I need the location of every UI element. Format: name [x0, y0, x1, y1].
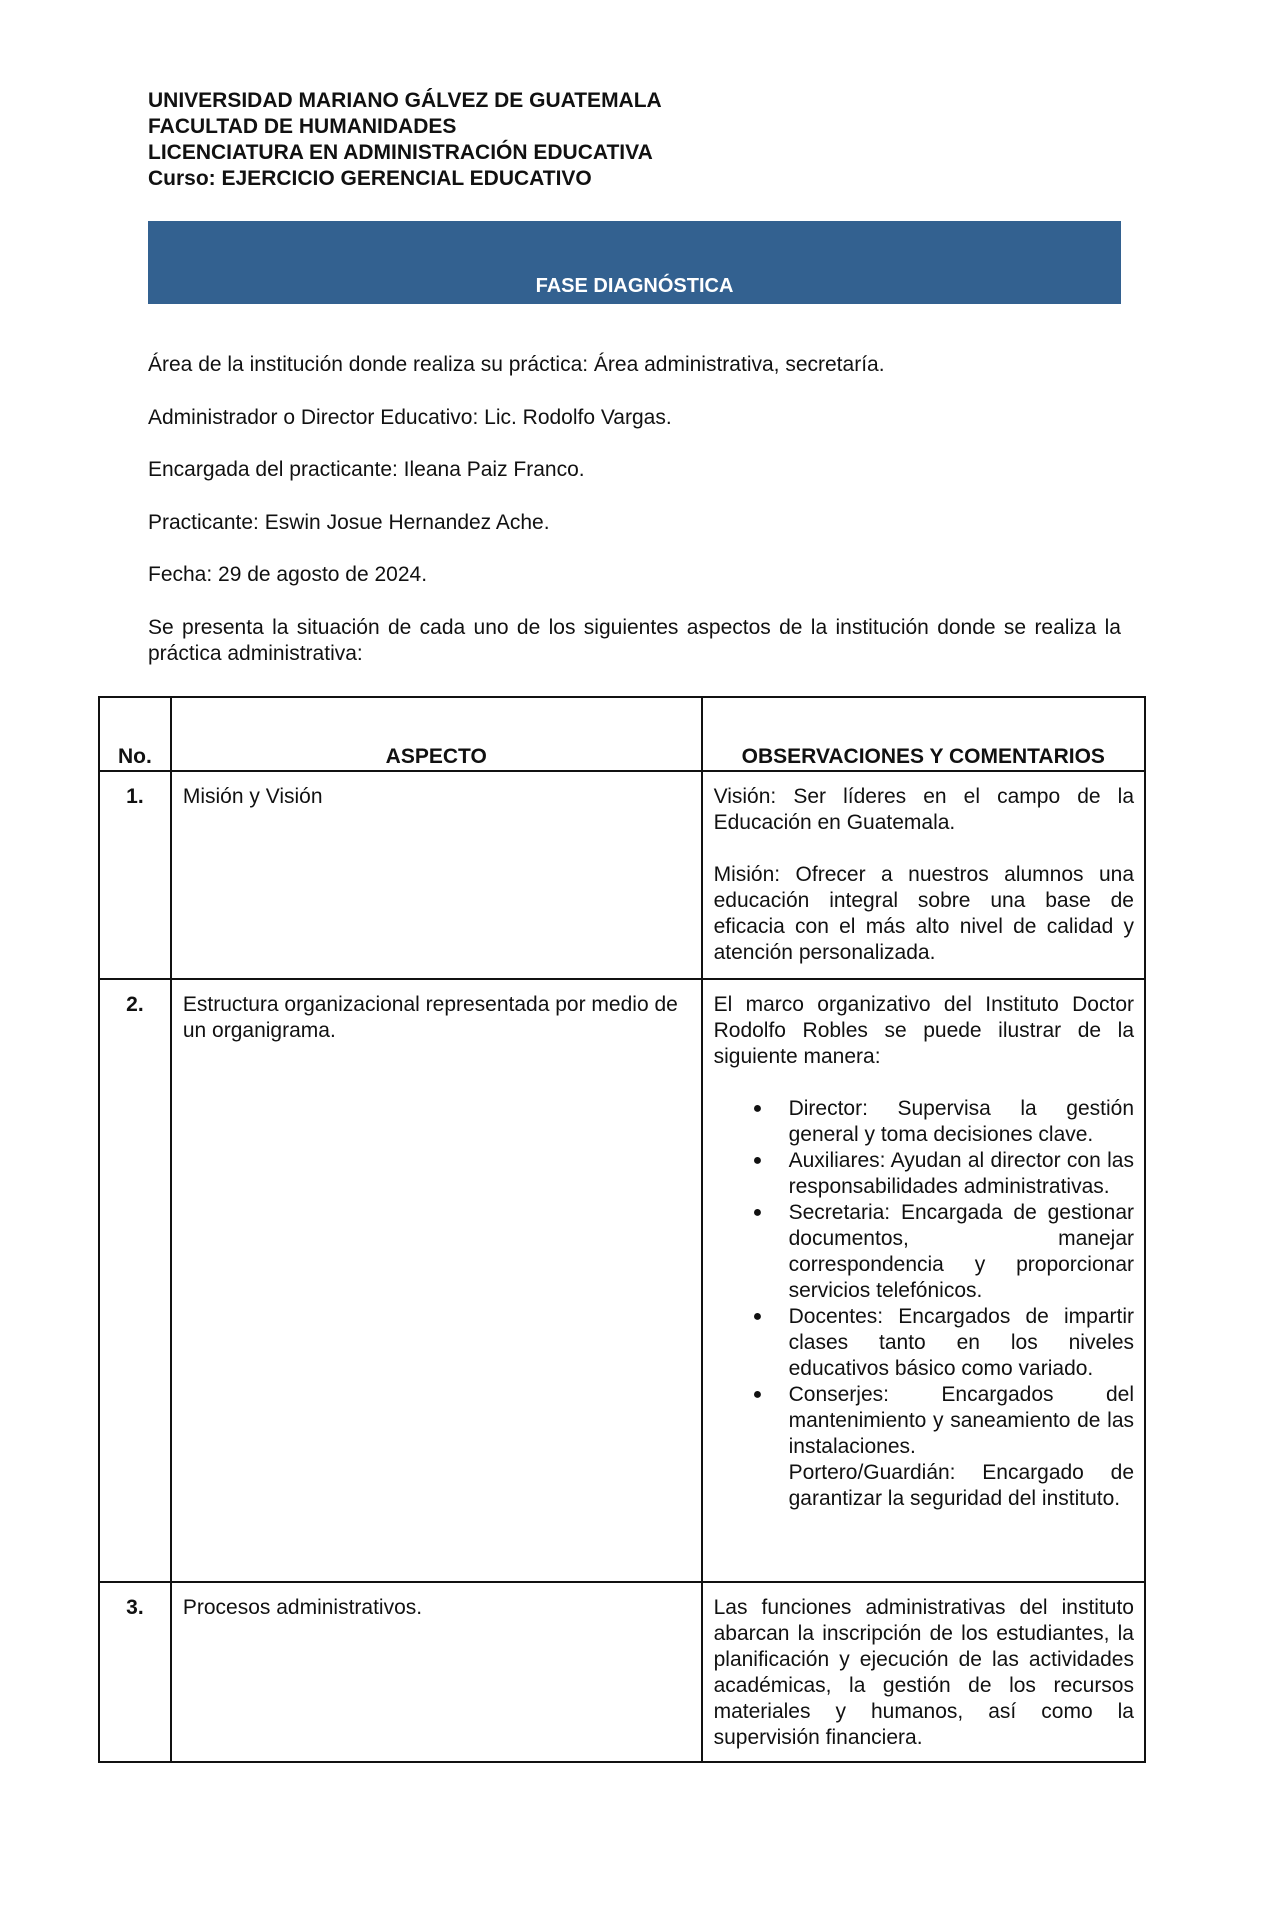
- document-header: [148, 88, 662, 192]
- list-item: Portero/Guardián: Encargado de garantizar la seguridad del instituto.: [788, 1461, 1134, 1510]
- header-observations: OBSERVACIONES Y COMENTARIOS: [702, 697, 1145, 771]
- info-director: Administrador o Director Educativo: Lic. Rodolfo Vargas.: [148, 406, 672, 429]
- row-number: 1.: [99, 771, 171, 979]
- list-item: ● Conserjes: Encargados del mantenimiento y saneamiento de las instalaciones.: [789, 1382, 1134, 1460]
- header-aspect: ASPECTO: [171, 697, 702, 771]
- row-observations: [702, 979, 1145, 1582]
- list-item: ● Docentes: Encargados de impartir clases tanto en los niveles educativos básico como variado.: [789, 1304, 1134, 1382]
- banner-title: FASE DIAGNÓSTICA: [535, 275, 734, 297]
- row-aspect: Estructura organizacional representada por medio de un organigrama.: [171, 979, 702, 1582]
- diagnostic-table: [98, 696, 1146, 1763]
- row-observations: Las funciones administrativas del instituto abarcan la inscripción de los estudiantes, la planificación y ejecución de las actividades académicas, la gestión de los recursos materiales y humanos, así como la supervisión financiera.: [702, 1582, 1145, 1762]
- course-name: Curso: EJERCICIO GERENCIAL EDUCATIVO: [148, 167, 592, 190]
- row-observations: [702, 771, 1145, 979]
- info-date: Fecha: 29 de agosto de 2024.: [148, 563, 428, 586]
- section-banner: [148, 221, 1121, 304]
- info-student: Practicante: Eswin Josue Hernandez Ache.: [148, 511, 550, 534]
- faculty-name: FACULTAD DE HUMANIDADES: [148, 115, 457, 138]
- header-no: No.: [99, 697, 171, 771]
- info-area: Área de la institución donde realiza su práctica: Área administrativa, secretaría.: [148, 353, 885, 376]
- degree-name: LICENCIATURA EN ADMINISTRACIÓN EDUCATIVA: [148, 141, 653, 164]
- table-row: [99, 771, 1145, 979]
- university-name: UNIVERSIDAD MARIANO GÁLVEZ DE GUATEMALA: [148, 89, 662, 112]
- row-number: 2.: [99, 979, 171, 1582]
- info-supervisor: Encargada del practicante: Ileana Paiz Franco.: [148, 458, 585, 481]
- table-header-row: [99, 697, 1145, 771]
- row-number: 3.: [99, 1582, 171, 1762]
- list-item: ● Secretaria: Encargada de gestionar documentos, manejar correspondencia y proporcionar servicios telefónicos.: [789, 1200, 1134, 1304]
- info-intro: Se presenta la situación de cada uno de los siguientes aspectos de la institución donde se realiza la práctica administrativa:: [148, 616, 1121, 665]
- row-aspect: Misión y Visión: [171, 771, 702, 979]
- table-row: [99, 1582, 1145, 1762]
- list-item: ● Director: Supervisa la gestión general y toma decisiones clave.: [789, 1096, 1134, 1148]
- mission-text: Misión: Ofrecer a nuestros alumnos una educación integral sobre una base de eficacia con el más alto nivel de calidad y atención personalizada.: [713, 863, 1134, 964]
- list-item: ● Auxiliares: Ayudan al director con las responsabilidades administrativas.: [789, 1148, 1134, 1200]
- row-aspect: Procesos administrativos.: [171, 1582, 702, 1762]
- table-row: [99, 979, 1145, 1582]
- org-intro: El marco organizativo del Instituto Doctor Rodolfo Robles se puede ilustrar de la siguiente manera:: [713, 993, 1134, 1068]
- role-list: [714, 1096, 1134, 1512]
- vision-text: Visión: Ser líderes en el campo de la Educación en Guatemala.: [713, 785, 1134, 834]
